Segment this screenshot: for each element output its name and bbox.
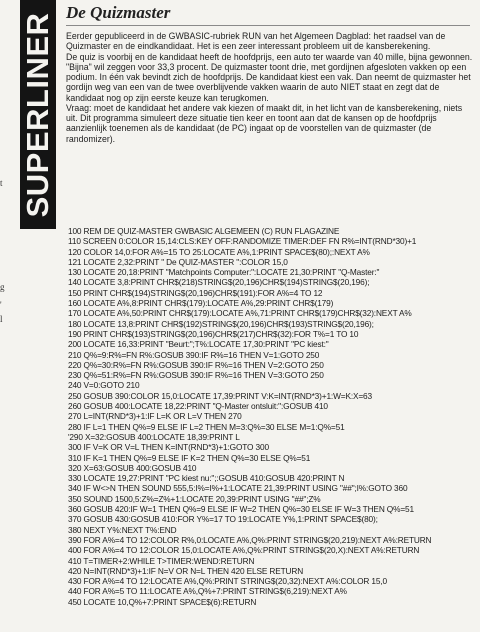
code-line: 280 IF L=1 THEN Q%=9 ELSE IF L=2 THEN M=3:Q%=30 ELSE M=1:Q%=51 (68, 421, 345, 432)
code-line: 170 LOCATE A%,50:PRINT CHR$(179):LOCATE A%,71:PRINT CHR$(179)CHR$(32):NEXT A% (68, 308, 412, 319)
code-line: 240 V=0:GOTO 210 (68, 380, 140, 391)
code-line: 250 GOSUB 390:COLOR 15,0:LOCATE 17,39:PRINT V:K=INT(RND*3)+1:W=K:X=63 (68, 390, 372, 401)
code-line: 130 LOCATE 20,18:PRINT "Matchpoints Computer:":LOCATE 21,30:PRINT "Q-Master:" (68, 267, 380, 278)
code-line: 150 PRINT CHR$(194)STRING$(20,196)CHR$(191):FOR A%=4 TO 12 (68, 287, 323, 298)
code-line: 370 GOSUB 430:GOSUB 410:FOR Y%=17 TO 19:LOCATE Y%,1:PRINT SPACE$(80); (68, 514, 378, 525)
basic-program-listing (68, 226, 478, 607)
code-line: 110 SCREEN 0:COLOR 15,14:CLS:KEY OFF:RANDOMIZE TIMER:DEF FN R%=INT(RND*30)+1 (68, 236, 417, 247)
code-line: '290 X=32:GOSUB 400:LOCATE 18,39:PRINT L (68, 431, 240, 442)
title-rule (66, 25, 470, 26)
code-line: 310 IF K=1 THEN Q%=9 ELSE IF K=2 THEN Q%=30 ELSE Q%=51 (68, 452, 311, 463)
code-line: 180 LOCATE 13,8:PRINT CHR$(192)STRING$(20,196)CHR$(193)STRING$(20,196); (68, 318, 374, 329)
code-line: 160 LOCATE A%,8:PRINT CHR$(179):LOCATE A%,29:PRINT CHR$(179) (68, 298, 334, 309)
page-edge-mark: ' (0, 300, 2, 310)
code-line: 121 LOCATE 2,32:PRINT " De QUIZ-MASTER ":COLOR 15,0 (68, 256, 288, 267)
code-line: 430 FOR A%=4 TO 12:LOCATE A%,Q%:PRINT STRING$(20,32):NEXT A%:COLOR 15,0 (68, 576, 387, 587)
code-line: 390 FOR A%=4 TO 12:COLOR R%,0:LOCATE A%,Q%:PRINT STRING$(20,219):NEXT A%:RETURN (68, 534, 432, 545)
code-line: 340 IF W<>N THEN SOUND 555,5:I%=I%+1:LOCATE 21,39:PRINT USING "##";I%:GOTO 360 (68, 483, 408, 494)
code-line: 440 FOR A%=5 TO 11:LOCATE A%,Q%+7:PRINT STRING$(6,219):NEXT A% (68, 586, 347, 597)
code-line: 360 GOSUB 420:IF W=1 THEN Q%=9 ELSE IF W=2 THEN Q%=30 ELSE IF W=3 THEN Q%=51 (68, 504, 414, 515)
code-line: 200 LOCATE 16,33:PRINT "Beurt:";T%:LOCATE 17,30:PRINT "PC kiest:" (68, 339, 329, 350)
code-line: 320 X=63:GOSUB 400:GOSUB 410 (68, 462, 197, 473)
code-line: 120 COLOR 14,0:FOR A%=15 TO 25:LOCATE A%,1:PRINT SPACE$(80);:NEXT A% (68, 246, 370, 257)
code-line: 420 N=INT(RND*3)+1:IF N=V OR N=L THEN 420 ELSE RETURN (68, 565, 304, 576)
intro-paragraph: De quiz is voorbij en de kandidaat heeft de hoofdprijs, een auto ter waarde van 40 mille, bijna gewonnen. "Bijna" wil zeggen voor 33,3 procent. De quizmaster toont drie, met gordijnen afgesloten vakken op een podium. In één vak bevindt zich de hoofdprijs. De kandidaat kiest een vak. Dan neemt de quizmaster het gordijn weg van een van de twee overblijvende vakken waarin de auto NIET staat en zegt dat de kandidaat nog op zijn eerste keuze kan terugkomen. (66, 51, 473, 103)
code-line: 350 SOUND 1500,5:Z%=Z%+1:LOCATE 20,39:PRINT USING "##";Z% (68, 493, 321, 504)
page-edge-mark: l (0, 314, 3, 324)
code-line: 220 Q%=30:R%=FN R%:GOSUB 390:IF R%=16 THEN V=2:GOTO 250 (68, 359, 324, 370)
code-line: 380 NEXT Y%:NEXT T%:END (68, 524, 177, 535)
article-intro (66, 31, 474, 144)
code-line: 260 GOSUB 400:LOCATE 18,22:PRINT "Q-Master ontsluit:":GOSUB 410 (68, 401, 328, 412)
code-line: 210 Q%=9:R%=FN R%:GOSUB 390:IF R%=16 THEN V=1:GOTO 250 (68, 349, 320, 360)
code-line: 300 IF V=K OR V=L THEN K=INT(RND*3)+1:GOTO 300 (68, 442, 269, 453)
code-line: 230 Q%=51:R%=FN R%:GOSUB 390:IF R%=16 THEN V=3:GOTO 250 (68, 370, 324, 381)
page-edge-mark: t (0, 178, 3, 188)
code-line: 100 REM DE QUIZ-MASTER GWBASIC ALGEMEEN (C) RUN FLAGAZINE (68, 226, 340, 236)
intro-paragraph: Eerder gepubliceerd in de GWBASIC-rubriek RUN van het Algemeen Dagblad: het raadsel van de Quizmaster en de eindkandidaat. Het is een zeer interessant probleem uit de kansberekening. (66, 31, 446, 52)
intro-paragraph: Vraag: moet de kandidaat het andere vak kiezen of maakt dit, in het licht van de kansberekening, niets uit. Dit programma simuleert deze situatie tien keer en toont aan dat de kansen op de hoofdprijs aanzienlijk toenemen als de kandidaat (de PC) ingaat op de voorstellen van de quizmaster (de randomizer). (66, 102, 463, 144)
article-title: De Quizmaster (66, 3, 171, 22)
code-line: 410 T=TIMER+2:WHILE T>TIMER:WEND:RETURN (68, 555, 255, 566)
side-tab-label: SUPERLINER (20, 12, 55, 218)
code-line: 330 LOCATE 19,27:PRINT "PC kiest nu:";:GOSUB 410:GOSUB 420:PRINT N (68, 473, 345, 484)
code-line: 400 FOR A%=4 TO 12:COLOR 15,0:LOCATE A%,Q%:PRINT STRING$(20,X):NEXT A%:RETURN (68, 545, 420, 556)
code-line: 140 LOCATE 3,8:PRINT CHR$(218)STRING$(20,196)CHR$(194)STRING$(20,196); (68, 277, 370, 288)
code-line: 190 PRINT CHR$(193)STRING$(20,196)CHR$(217)CHR$(32):FOR T%=1 TO 10 (68, 328, 359, 339)
superliner-side-tab (20, 0, 56, 229)
page-edge-mark: g (0, 282, 5, 292)
code-line: 270 L=INT(RND*3)+1:IF L=K OR L=V THEN 270 (68, 411, 242, 422)
code-line: 450 LOCATE 10,Q%+7:PRINT SPACE$(6):RETURN (68, 596, 257, 607)
